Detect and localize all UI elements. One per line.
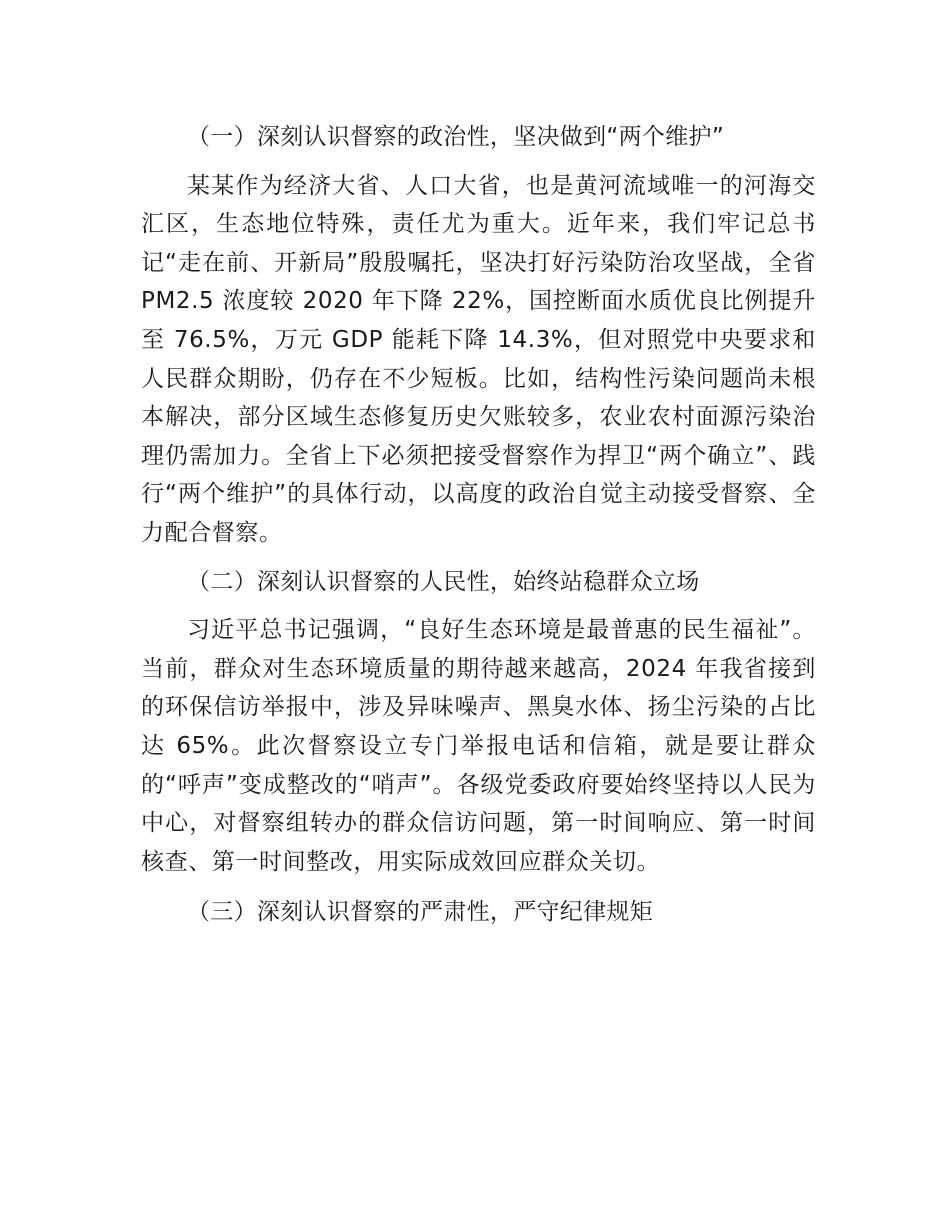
section-heading-2: （二）深刻认识督察的人民性，始终站稳群众立场 [187,568,700,595]
section-paragraph-2: 习近平总书记强调，“良好生态环境是最普惠的民生福祉”。当前，群众对生态环境质量的期待越来越高，2024 年我省接到的环保信访举报中，涉及异味噪声、黑臭水体、扬尘污染的占比达 65%。此次督察设立专门举报电话和信箱，就是要让群众的“呼声”变成整改的“哨声”。各级党委政府要始终坚持以人民为中心，对督察组转办的群众信访问题，第一时间响应、第一时间核查、第一时间整改，用实际成效回应群众关切。 [141,617,816,875]
section-heading-1: （一）深刻认识督察的政治性，坚决做到“两个维护” [187,124,725,150]
section-paragraph-1: 某某作为经济大省、人口大省，也是黄河流域唯一的河海交汇区，生态地位特殊，责任尤为重大。近年来，我们牢记总书记“走在前、开新局”殷殷嘱托，坚决打好污染防治攻坚战，全省 PM2.5 浓度较 2020 年下降 22%，国控断面水质优良比例提升至 76.5%，万元 GDP 能耗下降 14.3%，但对照党中央要求和人民群众期盼，仍存在不少短板。比如，结构性污染问题尚未根本解决，部分区域生态修复历史欠账较多，农业农村面源污染治理仍需加力。全省上下必须把接受督察作为捍卫“两个确立”、践行“两个维护”的具体行动，以高度的政治自觉主动接受督察、全力配合督察。 [141,172,816,546]
section-heading-3: （三）深刻认识督察的严肃性，严守纪律规矩 [187,899,653,926]
document-body [141,118,816,942]
